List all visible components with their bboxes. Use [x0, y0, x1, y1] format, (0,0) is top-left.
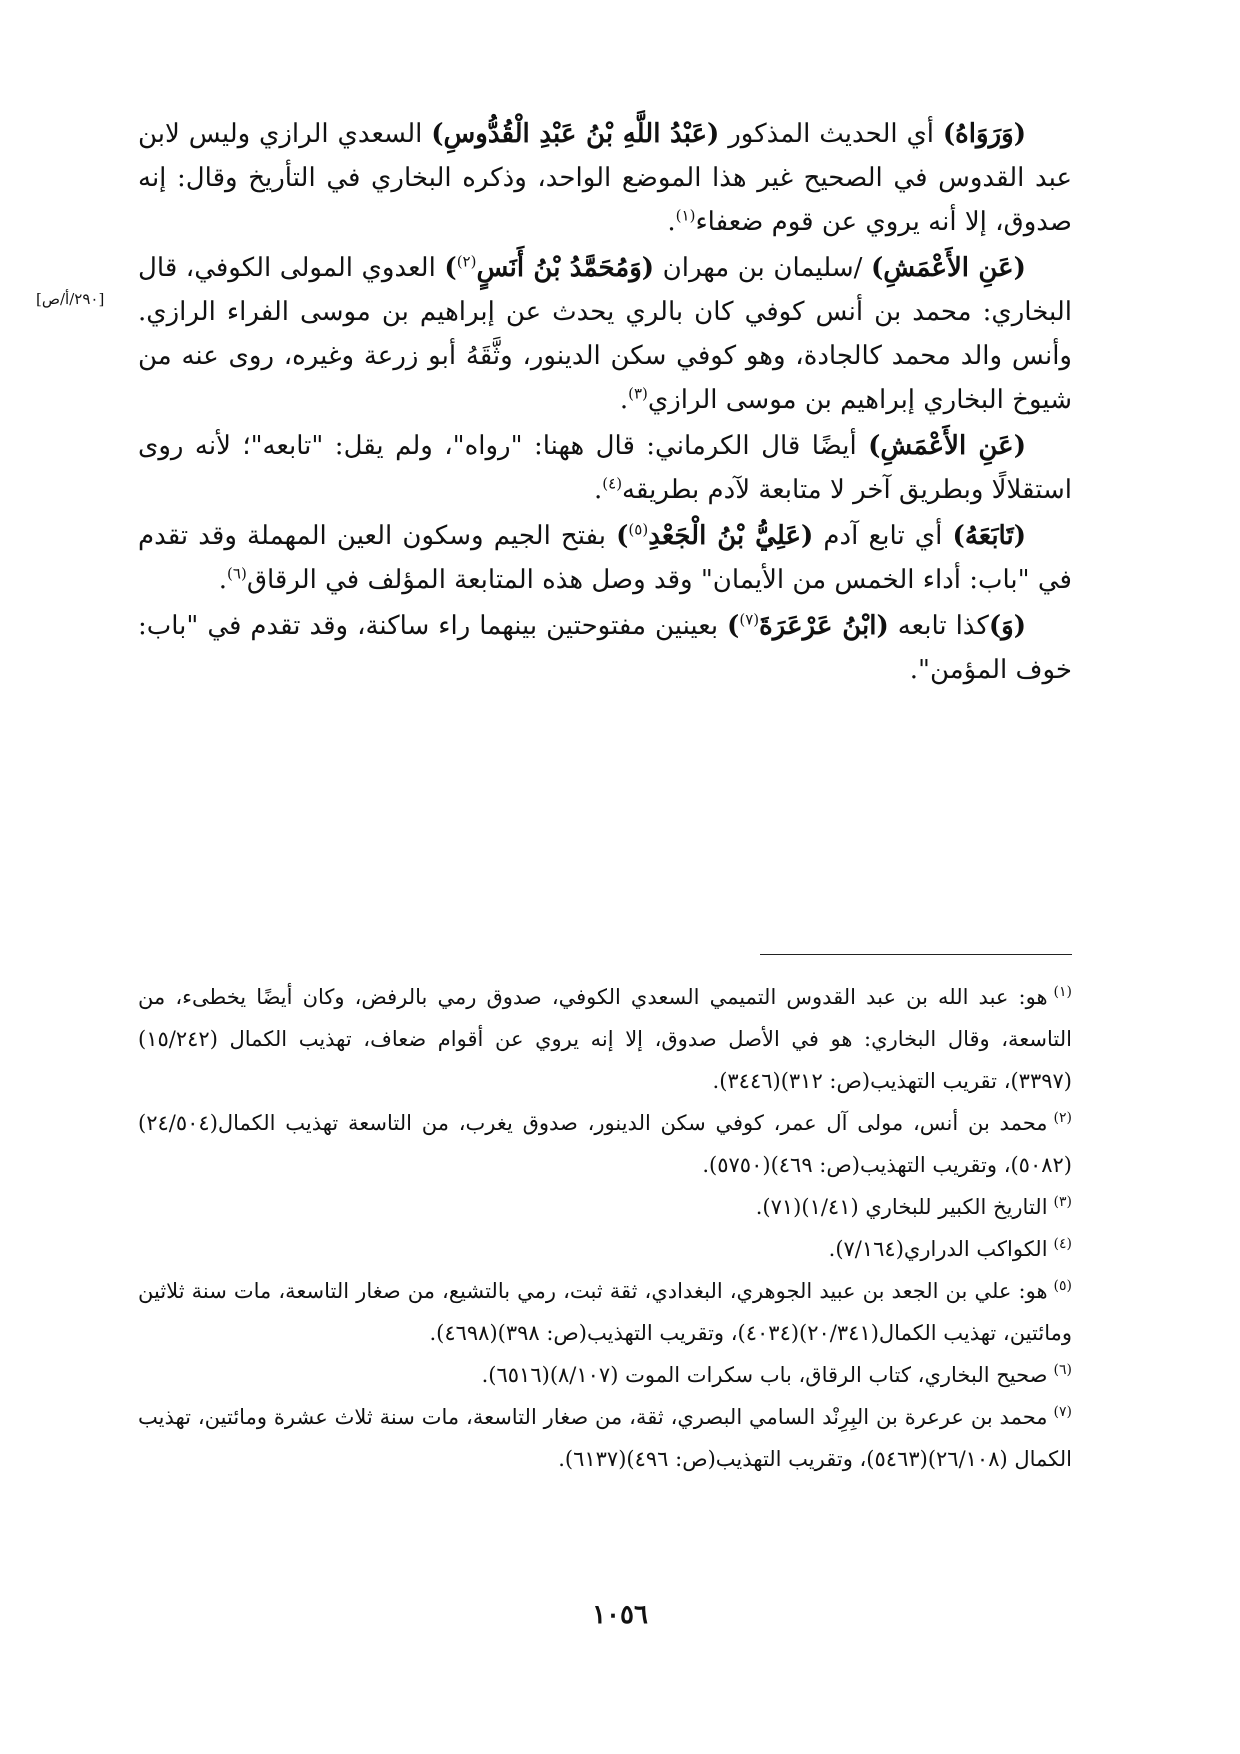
footnote-1: [138, 976, 1072, 1102]
footnote-ref[interactable]: (٣): [628, 384, 648, 403]
footnote-number: (٣): [1053, 1194, 1072, 1210]
footnote-text: محمد بن أنس، مولى آل عمر، كوفي سكن الدينور، صدوق يغرب، من التاسعة تهذيب الكمال(٢٤/٥٠٤)(٥٠٨٢)، وتقريب التهذيب(ص: ٤٦٩)(٥٧٥٠).: [138, 1111, 1072, 1177]
footnote-text: صحيح البخاري، كتاب الرقاق، باب سكرات الموت (٨/١٠٧)(٦٥١٦).: [481, 1363, 1048, 1387]
bold-term: ): [727, 611, 740, 641]
footnote-number: (٢): [1053, 1110, 1072, 1126]
text-span: أي الحديث المذكور: [719, 119, 943, 149]
paragraph-4: [138, 514, 1072, 602]
bold-term: (عَنِ الأَعْمَشِ): [868, 431, 1026, 461]
footnote-ref[interactable]: (٧): [739, 610, 760, 629]
footnote-ref[interactable]: (٦): [227, 564, 247, 583]
footnote-text: الكواكب الدراري(٧/١٦٤).: [828, 1237, 1048, 1261]
sentence-end: .: [218, 565, 228, 595]
bold-term: (تَابَعَهُ): [952, 521, 1027, 551]
footnote-ref[interactable]: (٤): [602, 474, 623, 493]
bold-term: (ابْنُ عَرْعَرَةَ: [759, 611, 889, 641]
footnote-separator: [760, 954, 1072, 955]
text-span: كذا تابعه: [888, 611, 989, 641]
footnote-text: محمد بن عرعرة بن البِرِنْد السامي البصري، ثقة، من صغار التاسعة، مات سنة ثلاث عشرة ومائتين، تهذيب الكمال (٢٦/١٠٨)(٥٤٦٣)، وتقريب التهذيب(ص: ٤٩٦)(٦١٣٧).: [138, 1405, 1072, 1471]
bold-term: (عَلِيُّ بْنُ الْجَعْدِ: [648, 521, 814, 551]
sentence-end: .: [594, 475, 603, 505]
footnote-number: (٤): [1053, 1236, 1072, 1252]
text-span: /سليمان بن مهران: [654, 253, 871, 283]
footnote-3: [138, 1186, 1072, 1228]
footnote-number: (٦): [1053, 1362, 1072, 1378]
footnote-text: التاريخ الكبير للبخاري (١/٤١)(٧١).: [755, 1195, 1048, 1219]
footnote-ref[interactable]: (٢): [456, 252, 477, 271]
main-text-body: [138, 112, 1072, 694]
marginal-note: [٢٩٠/أ/ص]: [36, 290, 105, 308]
footnotes-section: [138, 976, 1072, 1480]
marginal-manuscript-reference: [36, 290, 126, 308]
sentence-end: .: [619, 385, 629, 415]
footnote-number: (١): [1053, 984, 1072, 1000]
sentence-end: .: [667, 207, 676, 237]
footnote-ref[interactable]: (١): [675, 206, 696, 225]
page-number: ١٠٥٦: [592, 1600, 648, 1630]
paragraph-1: [138, 112, 1072, 244]
bold-term: ): [444, 253, 457, 283]
text-span: أي تابع آدم: [813, 521, 953, 551]
footnote-2: [138, 1102, 1072, 1186]
footnote-number: (٧): [1053, 1404, 1072, 1420]
footnote-7: [138, 1396, 1072, 1480]
footnote-5: [138, 1270, 1072, 1354]
footnote-text: هو: علي بن الجعد بن عبيد الجوهري، البغدادي، ثقة ثبت، رمي بالتشيع، من صغار التاسعة، مات سنة ثلاثين ومائتين، تهذيب الكمال(٢٠/٣٤١)(٤٠٣٤)، وتقريب التهذيب(ص: ٣٩٨)(٤٦٩٨).: [138, 1279, 1072, 1345]
paragraph-3: [138, 424, 1072, 512]
paragraph-2: [138, 246, 1072, 422]
bold-term: (وَرَوَاهُ): [942, 119, 1026, 149]
footnote-4: [138, 1228, 1072, 1270]
footnote-ref[interactable]: (٥): [628, 520, 649, 539]
sentence-end: .: [909, 655, 918, 685]
footnote-number: (٥): [1053, 1278, 1072, 1294]
paragraph-5: [138, 604, 1072, 692]
bold-term: (وَ): [988, 611, 1027, 641]
bold-term: (وَمُحَمَّدُ بْنُ أَنَسٍ: [476, 253, 655, 283]
text-span: العدوي المولى الكوفي، قال البخاري: محمد بن أنس كوفي كان بالري يحدث عن إبراهيم بن موسى الفراء الرازي. وأنس والد محمد كالجادة، وهو كوفي سكن الدينور، وثَّقَهُ أبو زرعة وغيره، روى عنه من شيوخ البخاري إبراهيم بن موسى الرازي: [138, 253, 1072, 415]
text-span: أيضًا قال الكرماني: قال ههنا: "رواه"، ولم يقل: "تابعه"؛ لأنه روى استقلالًا وبطريق آخر لا متابعة لآدم بطريقه: [138, 431, 1072, 505]
bold-term: ): [616, 521, 629, 551]
bold-term: (عَبْدُ اللَّهِ بْنُ عَبْدِ الْقُدُّوسِ): [431, 119, 720, 149]
text-span: بفتح الجيم وسكون العين المهملة وقد تقدم في "باب: أداء الخمس من الأيمان" وقد وصل هذه المتابعة المؤلف في الرقاق: [138, 521, 1072, 595]
text-span: السعدي الرازي وليس لابن عبد القدوس في الصحيح غير هذا الموضع الواحد، وذكره البخاري في التأريخ وقال: إنه صدوق، إلا أنه يروي عن قوم ضعفاء: [138, 119, 1072, 237]
text-span: بعينين مفتوحتين بينهما راء ساكنة، وقد تقدم في "باب: خوف المؤمن": [138, 611, 1072, 685]
bold-term: (عَنِ الأَعْمَشِ): [870, 253, 1026, 283]
footnote-text: هو: عبد الله بن عبد القدوس التميمي السعدي الكوفي، صدوق رمي بالرفض، وكان أيضًا يخطىء، من التاسعة، وقال البخاري: هو في الأصل صدوق، إلا إنه يروي عن أقوام ضعاف، تهذيب الكمال (١٥/٢٤٢) (٣٣٩٧)، تقريب التهذيب(ص: ٣١٢)(٣٤٤٦).: [138, 985, 1072, 1093]
footnote-6: [138, 1354, 1072, 1396]
